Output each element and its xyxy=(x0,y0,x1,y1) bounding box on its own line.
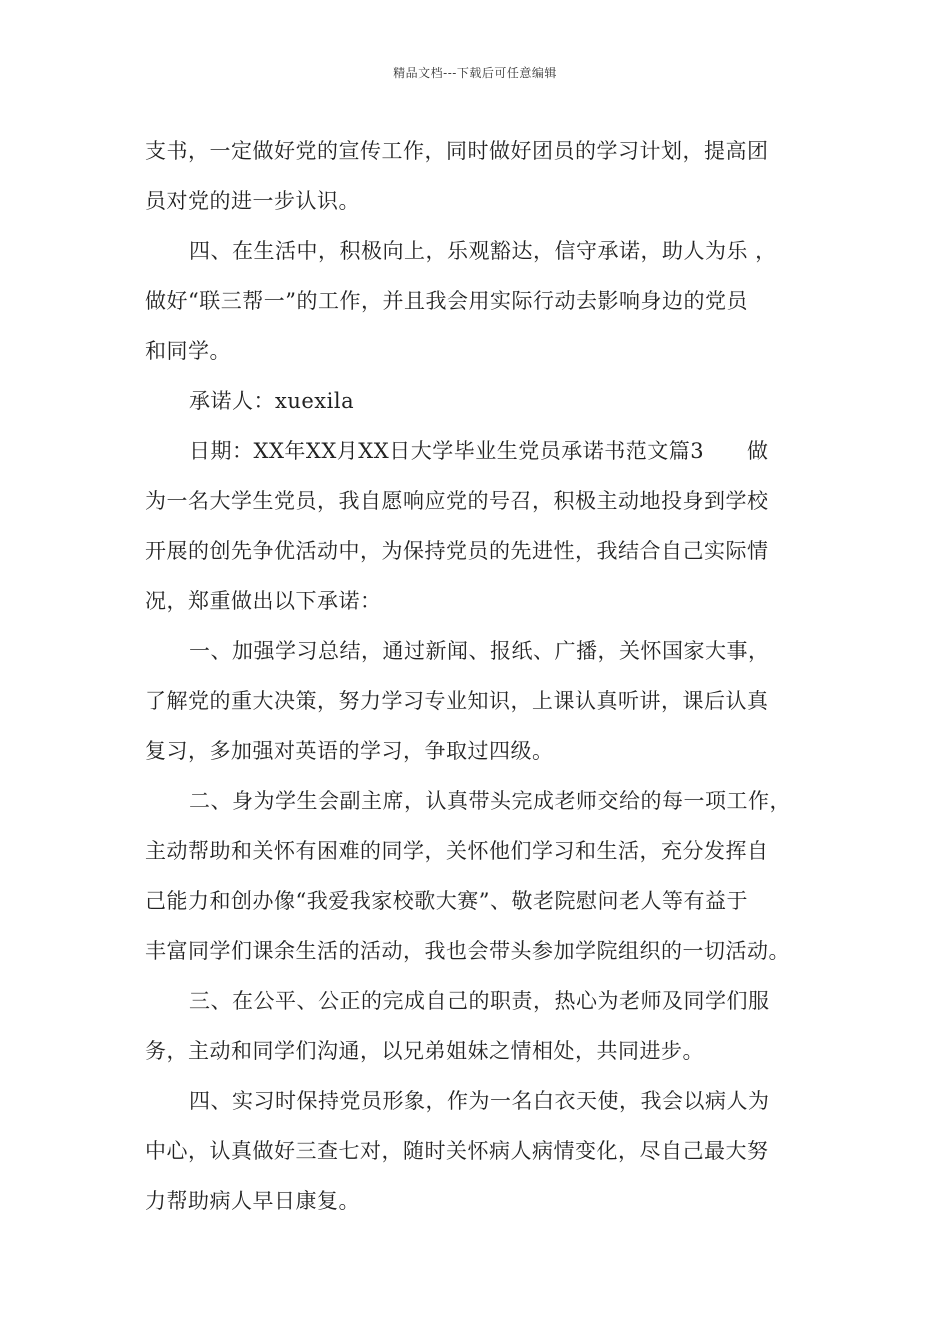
text-line: 四、在生活中，积极向上，乐观豁达，信守承诺，助人为乐 ， xyxy=(189,239,777,263)
text-line: 况，郑重做出以下承诺： xyxy=(145,589,382,613)
text-line: 丰富同学们课余生活的活动，我也会带头参加学院组织的一切活动。 xyxy=(145,939,790,963)
text-line: 开展的创先争优活动中，为保持党员的先进性，我结合自己实际情 xyxy=(145,539,769,563)
page-header: 精品文档---下载后可任意编辑 xyxy=(393,66,557,80)
text-line: 己能力和创办像“我爱我家校歌大赛”、敬老院慰问老人等有益于 xyxy=(145,889,748,913)
text-line: 一、加强学习总结，通过新闻、报纸、广播，关怀国家大事， xyxy=(189,639,770,663)
document-body xyxy=(145,126,825,1226)
text-line: 员对党的进一步认识。 xyxy=(145,189,360,213)
text-line: 四、实习时保持党员形象，作为一名白衣天使，我会以病人为 xyxy=(189,1089,770,1113)
date-line: 日期：XX年XX月XX日大学毕业生党员承诺书范文篇3 做 xyxy=(189,439,769,463)
signer-line: 承诺人：xuexila xyxy=(189,389,355,413)
text-line: 为一名大学生党员，我自愿响应党的号召，积极主动地投身到学校 xyxy=(145,489,769,513)
text-line: 和同学。 xyxy=(145,339,231,363)
text-line: 复习，多加强对英语的学习，争取过四级。 xyxy=(145,739,554,763)
text-line: 做好“联三帮一”的工作，并且我会用实际行动去影响身边的党员 xyxy=(145,289,748,313)
text-line: 三、在公平、公正的完成自己的职责，热心为老师及同学们服 xyxy=(189,989,770,1013)
text-line: 了解党的重大决策，努力学习专业知识，上课认真听讲，课后认真 xyxy=(145,689,769,713)
text-line: 主动帮助和关怀有困难的同学，关怀他们学习和生活，充分发挥自 xyxy=(145,839,769,863)
text-line: 力帮助病人早日康复。 xyxy=(145,1189,360,1213)
text-line: 务，主动和同学们沟通，以兄弟姐妹之情相处，共同进步。 xyxy=(145,1039,704,1063)
text-line: 二、身为学生会副主席，认真带头完成老师交给的每一项工作， xyxy=(189,789,791,813)
text-line: 中心，认真做好三查七对，随时关怀病人病情变化，尽自己最大努 xyxy=(145,1139,769,1163)
text-line: 支书，一定做好党的宣传工作，同时做好团员的学习计划，提高团 xyxy=(145,139,769,163)
